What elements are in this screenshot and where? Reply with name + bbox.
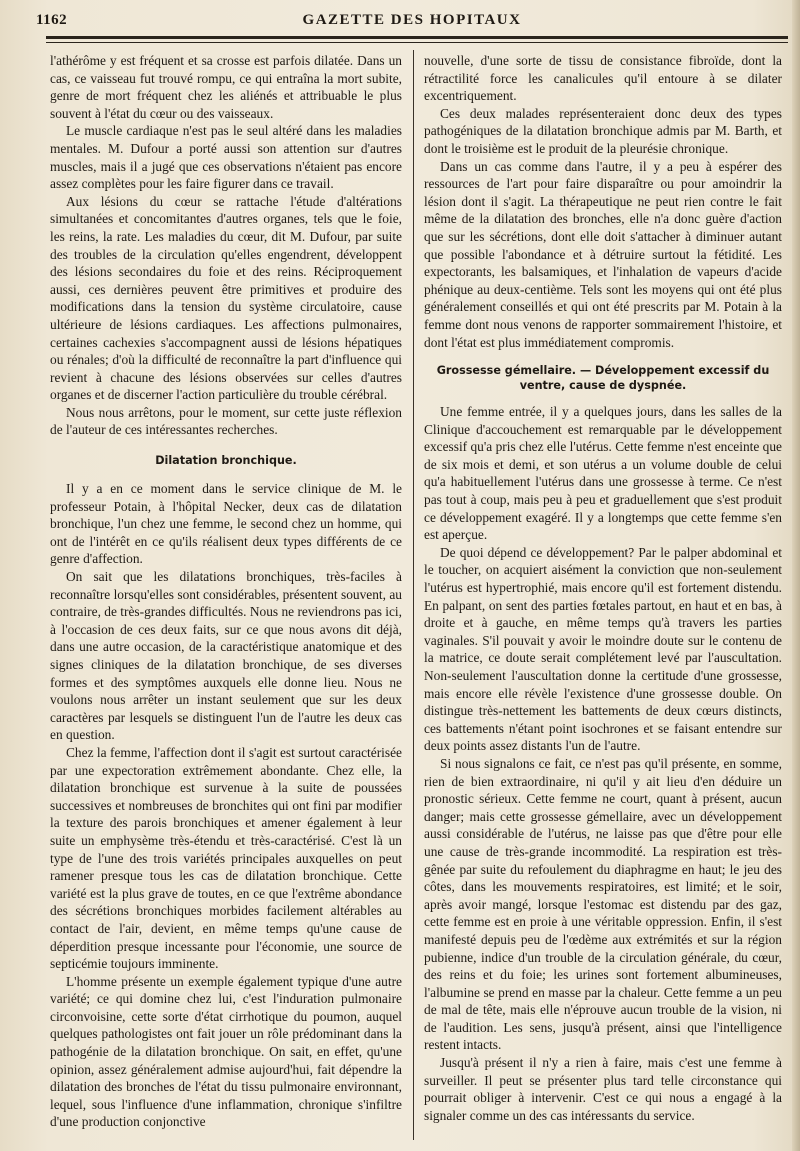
section-heading-grossesse: Grossesse gémellaire. — Développement excessif du ventre, cause de dyspnée. <box>436 364 770 393</box>
page-number: 1162 <box>36 12 68 28</box>
header-rule-thick <box>46 36 788 39</box>
paragraph: Chez la femme, l'affection dont il s'agit est surtout caractérisée par une expectoration extrêmement abondante. Chez elle, la dilatation bronchique est survenue à la suite de poussées successives et nombreuses de bronchites qui ont fini par modifier la texture des parois bronchiques et amener également à leur suite un emphysème très-étendu et très-caractérisé. C'est là un type de l'une des trois variétés principales auxquelles on peut ramener presque tous les cas de dilatation bronchique. Cette variété est la plus grave de toutes, en ce que l'extrême abondance des sécrétions bronchiques morbides facilement altérables au contact de l'air, devient, en même temps qu'une cause de déperdition presque incessante pour l'économie, une source de septicémie toujours imminente. <box>50 744 402 972</box>
paragraph: Une femme entrée, il y a quelques jours, dans les salles de la Clinique d'accouchement est remarquable par le développement excessif qu'a pris chez elle l'utérus. Cette femme n'est enceinte que de six mois et demi, et son utérus a un volume double de celui qu'a habituellement l'utérus dans une grossesse à terme. Ce n'est pas tout à coup, mais peu à peu et graduellement que s'est produit ce développement exagéré. Il y a longtemps que cette femme s'en est aperçue. <box>424 404 782 543</box>
paragraph: l'athérôme y est fréquent et sa crosse est parfois dilatée. Dans un cas, ce vaisseau fut trouvé rompu, ce qui entraîna la mort subite, genre de mort fréquent chez les aliénés et attribuable le plus souvent à l'état du cœur ou des vaisseaux. <box>50 53 402 121</box>
paragraph: Aux lésions du cœur se rattache l'étude d'altérations simultanées et concomitantes d'autres organes, tels que le foie, les reins, la rate. Les maladies du cœur, dit M. Dufour, par suite des troubles de la circulation qu'elles engendrent, développent des lésions secondaires du foie et des reins. Réciproquement aussi, ces dernières peuvent être primitives et produire des modifications dans la tension du système circulatoire, cause ultérieure de lésions cardiaques. Les affections pulmonaires, certaines cachexies s'accompagnent aussi de lésions hépatiques ou rénales; d'où la difficulté de reconnaître la part d'influence qui revient à chacune des lésions observées sur celles d'autres organes et de discerner l'action particulière du trouble cérébral. <box>50 193 402 403</box>
paragraph: On sait que les dilatations bronchiques, très-faciles à reconnaître lorsqu'elles sont considérables, présentent souvent, au contraire, de très-grandes difficultés. Nous ne reviendrons pas ici, à l'occasion de ces deux faits, sur ce que nous avons dit déjà, dans une autre occasion, de la caractéristique anatomique et des signes cliniques de la dilatation bronchique, de ses diverses formes et des symptômes auxquels elle donne lieu. Nous ne voulons nous arrêter un instant seulement que sur les deux caractères par lesquels se distinguent l'un de l'autre les deux cas en question. <box>50 569 402 743</box>
right-column <box>424 52 782 1142</box>
paragraph: Jusqu'à présent il n'y a rien à faire, mais c'est une femme à surveiller. Il peut se présenter plus tard telle circonstance qui pourrait obliger à intervenir. C'est ce qui nous a engagé à la signaler comme un des cas intéressants du service. <box>424 1055 782 1123</box>
page-header <box>36 12 788 34</box>
page-edge-shadow <box>792 0 800 1151</box>
paragraph: Nous nous arrêtons, pour le moment, sur cette juste réflexion de l'auteur de ces intéressantes recherches. <box>50 404 402 438</box>
paragraph: Ces deux malades représenteraient donc deux des types pathogéniques de la dilatation bronchique admis par M. Barth, et dont le troisième est le produit de la pleurésie chronique. <box>424 105 782 156</box>
paragraph: Dans un cas comme dans l'autre, il y a peu à espérer des ressources de l'art pour faire disparaître ou pour amoindrir la lésion dont il s'agit. La thérapeutique ne peut rien contre le fait même de la dilatation des bronches, elle n'a donc guère d'action que sur les sécrétions, dont elle doit s'attacher à diminuer autant que possible l'abondance et à détruire surtout la fétidité. Les expectorants, les balsamiques, et l'inhalation de vapeurs d'acide phénique au deux-centième. Tels sont les moyens qui ont été plus généralement conseillés et qui ont été prescrits par M. Potain à la femme dont nous venons de rapporter sommairement l'histoire, et dont l'état est plus immédiatement compromis. <box>424 158 782 350</box>
paragraph: nouvelle, d'une sorte de tissu de consistance fibroïde, dont la rétractilité force les canalicules qu'il entoure à se dilater excentriquement. <box>424 53 782 104</box>
paragraph: De quoi dépend ce développement? Par le palper abdominal et le toucher, on acquiert aisément la conviction que non-seulement l'utérus est hypertrophié, mais encore qu'il est fortement distendu. En palpant, on sent des parties fœtales partout, en haut et en bas, à droite et à gauche, en même temps qu'à travers les parties vaginales. S'il pouvait y avoir le moindre doute sur le contenu de la matrice, ce doute serait complétement levé par l'auscultation. Non-seulement l'auscultation donne la certitude d'une grossesse, mais encore elle révèle l'existence d'une grossesse double. On distingue très-nettement les battements de deux cœurs distincts, ces battements n'étant point isochrones et se faisant entendre sur deux points assez distants l'un de l'autre. <box>424 544 782 754</box>
paragraph: Le muscle cardiaque n'est pas le seul altéré dans les maladies mentales. M. Dufour a porté aussi son attention sur d'autres muscles, mais il a jugé que ces observations n'étaient pas encore assez complètes pour les faire figurer dans ce travail. <box>50 123 402 192</box>
paragraph: L'homme présente un exemple également typique d'une autre variété; ce qui domine chez lui, c'est l'induration pulmonaire circonvoisine, cette sorte d'état cirrhotique du poumon, auquel quelques pathologistes ont fait jouer un rôle prédominant dans la pathogénie de la dilatation bronchique. On sait, en effet, qu'une opinion, assez généralement admise aujourd'hui, fait dépendre la dilatation des bronches de l'état du tissu pulmonaire environnant, lequel, sous l'influence d'une inflammation, chronique s'infiltre d'une production conjonctive <box>50 973 402 1130</box>
section-heading-dilatation: Dilatation bronchique. <box>155 454 297 468</box>
running-title: GAZETTE DES HOPITAUX <box>302 12 522 28</box>
left-column <box>50 52 402 1142</box>
paragraph: Il y a en ce moment dans le service clinique de M. le professeur Potain, à l'hôpital Necker, deux cas de dilatation bronchique, l'un chez une femme, le second chez un homme, qui ont de l'intérêt en ce qu'ils réalisent deux types différents de ce genre d'affection. <box>50 481 402 567</box>
paragraph: Si nous signalons ce fait, ce n'est pas qu'il présente, en somme, rien de bien extraordinaire, ni qu'il y ait lieu d'en déduire un pronostic sérieux. Cette femme ne court, quant à présent, aucun danger; mais cette grossesse gémellaire, avec un développement aussi considérable de l'utérus, ne laisse pas que d'être pour elle une cause de très-grande incommodité. La respiration est très-gênée par suite du refoulement du diaphragme en haut; le jeu des côtes, dans les mouvements respiratoires, est limité; et le soir, après avoir mangé, lorsque l'estomac est distendu par des gaz, cette femme est en proie à une véritable oppression. Enfin, il s'est manifesté depuis peu de l'œdème aux extrémités et sur la région pubienne, indice d'un trouble de la circulation générale, du cœur, des reins et du foie; les urines sont fortement albumineuses, l'albumine se prend en masse par la chaleur. Cette femme a un peu de mal de tête, mais elle n'éprouve aucun trouble de la vision, ni de l'audition. Les sens, jusqu'à présent, ainsi que l'intelligence restent intacts. <box>424 755 782 1053</box>
column-divider <box>413 50 414 1140</box>
header-rule-thin <box>46 42 788 43</box>
